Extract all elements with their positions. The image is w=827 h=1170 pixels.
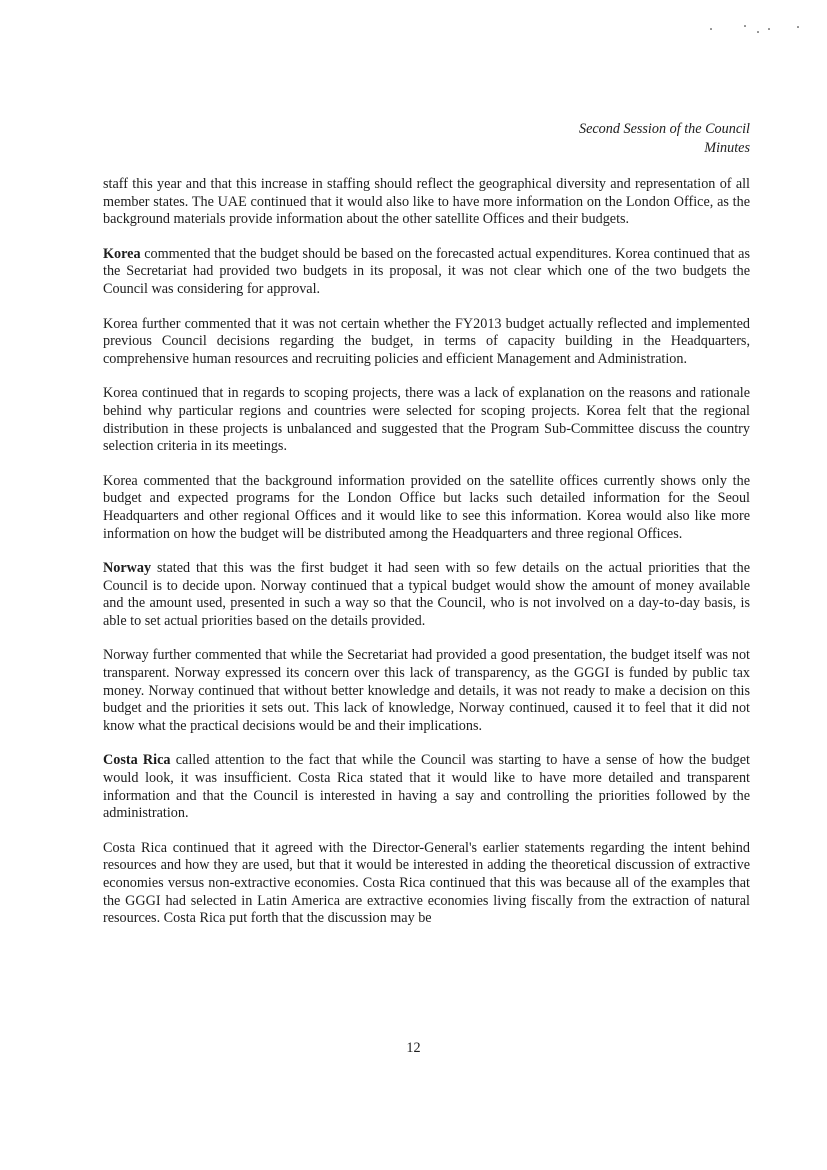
paragraph (103, 752, 750, 822)
paragraph (103, 316, 750, 369)
paragraph-text: commented that the budget should be based on the forecasted actual expenditures. Korea continued that as the Secretariat had provided two budgets in its proposal, it was not clear which one of the two budgets the Council was considering for approval. (103, 245, 750, 297)
speaker-name: Costa Rica (103, 752, 171, 769)
scan-speck (757, 31, 759, 33)
paragraph (103, 647, 750, 735)
paragraph-text: Norway further commented that while the Secretariat had provided a good presentation, the budget itself was not transparent. Norway expressed its concern over this lack of transparency, as the GGGI is funded by public tax money. Norway continued that without better knowledge and details, it was not ready to make a decision on this budget and the priorities it sets out. This lack of knowledge, Norway continued, caused it to feel that it did not know what the practical decisions would be and their implications. (103, 647, 750, 734)
paragraph (103, 560, 750, 630)
paragraph-text: called attention to the fact that while the Council was starting to have a sense of how the budget would look, it was insufficient. Costa Rica stated that it would like to have more detailed and transparent information and that the Council is interested in having a say and controlling the priorities followed by the administration. (103, 752, 751, 822)
header-session-title: Second Session of the Council (578, 121, 750, 137)
speaker-name: Norway (103, 560, 152, 577)
paragraph-text: Korea continued that in regards to scoping projects, there was a lack of explanation on the reasons and rationale behind why particular regions and countries were selected for scoping projects. Korea felt that the regional distribution in these projects is unbalanced and suggested that the Program Sub-Committee discuss the country selection criteria in its meetings. (103, 385, 750, 455)
scan-speck (768, 28, 770, 30)
minutes-body (103, 176, 750, 945)
running-header (579, 120, 750, 158)
scan-specks (702, 22, 802, 36)
paragraph-text: stated that this was the first budget it had seen with so few details on the actual priorities that the Council is to decide upon. Norway continued that a typical budget would show the amount of money available and the amount used, presented in such a way so that the Council, who is not involved on a day-to-day basis, is able to set actual priorities based on the details provided. (103, 560, 750, 629)
paragraph-text: Costa Rica continued that it agreed with the Director-General's earlier statements regarding the intent behind resources and how they are used, but that it would be interested in adding the theoretical discussion of extractive economies versus non-extractive economies. Costa Rica continued that this was because all of the examples that the GGGI had selected in Latin America are extractive economies living fiscally from the extraction of natural resources. Costa Rica put forth that the discussion may be (103, 839, 750, 927)
paragraph-text: staff this year and that this increase in staffing should reflect the geographical diversity and representation of all member states. The UAE continued that it would also like to have more information on the London Office, as the background materials provide information about the other satellite Offices and their budgets. (103, 176, 750, 228)
paragraph (103, 473, 750, 543)
scan-speck (710, 28, 712, 30)
speaker-name: Korea (103, 245, 141, 262)
paragraph-text: Korea further commented that it was not certain whether the FY2013 budget actually reflected and implemented previous Council decisions regarding the budget, in terms of capacity building in the Headquarters, comprehensive human resources and recruiting policies and efficient Management and Administration. (103, 315, 750, 367)
scan-speck (797, 26, 799, 28)
paragraph (103, 246, 750, 299)
paragraph-text: Korea commented that the background information provided on the satellite offices currently shows only the budget and expected programs for the London Office but lacks such detailed information for the Seoul Headquarters and other regional Offices and it would like to see this information. Korea would also like more information on how the budget will be distributed among the Headquarters and three regional Offices. (103, 472, 750, 542)
scan-speck (744, 25, 746, 27)
paragraph (103, 385, 750, 455)
page-number: 12 (406, 1040, 421, 1056)
paragraph (103, 176, 750, 229)
paragraph (103, 840, 750, 928)
header-minutes-label: Minutes (704, 140, 750, 156)
